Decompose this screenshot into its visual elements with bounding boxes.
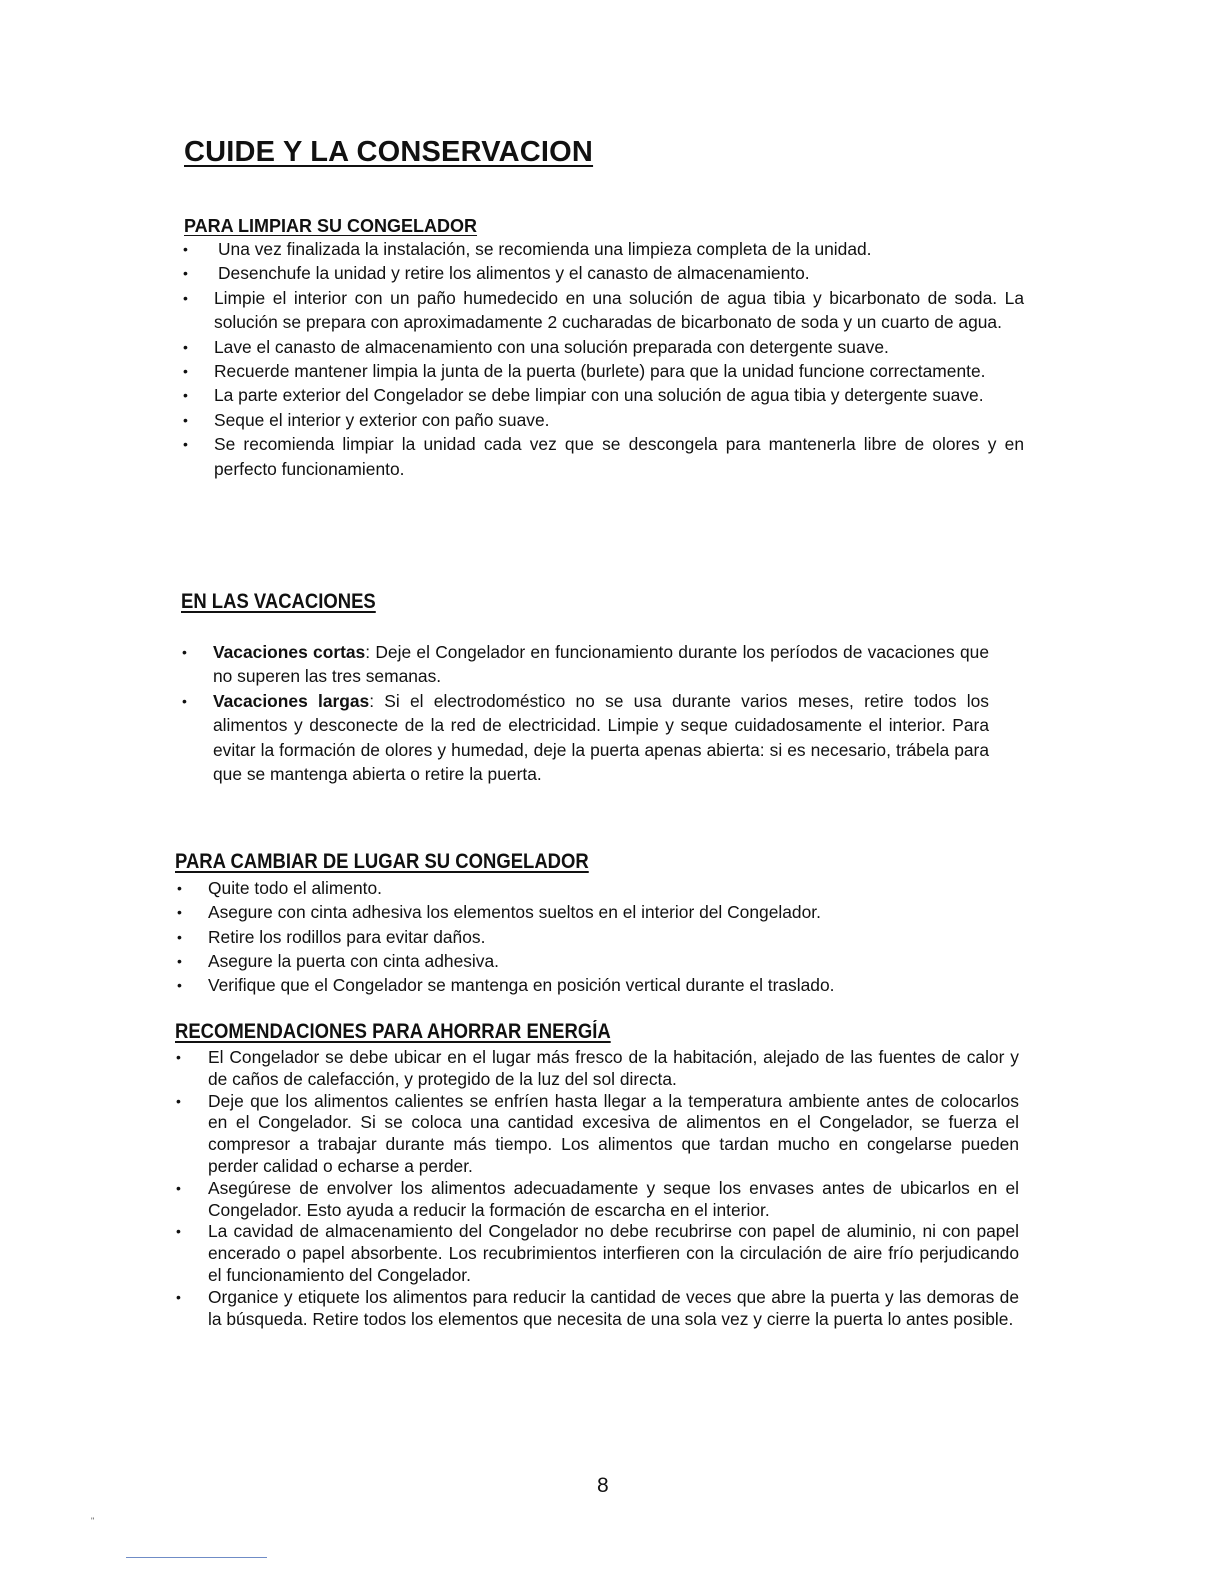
cleaning-list (214, 237, 1024, 481)
list-item: • Asegúrese de envolver los alimentos adecuadamente y seque los envases antes de ubicarlos en el Congelador. Esto ayuda a reducir la formación de escarcha en el interior. (208, 1178, 1019, 1222)
footer-divider (126, 1557, 267, 1558)
list-item: • El Congelador se debe ubicar en el lugar más fresco de la habitación, alejado de las fuentes de calor y de caños de calefacción, y protegido de la luz del sol directa. (208, 1047, 1019, 1091)
list-item (213, 689, 989, 787)
page-title: CUIDE Y LA CONSERVACION (184, 136, 594, 168)
section-heading-energy: RECOMENDACIONES PARA AHORRAR ENERGÍA (175, 1020, 611, 1043)
item-label: Vacaciones cortas (213, 642, 366, 662)
list-item: • Limpie el interior con un paño humedecido en una solución de agua tibia y bicarbonato de soda. La solución se prepara con aproximadamente 2 cucharadas de bicarbonato de soda y un cuarto de agua. (214, 286, 1024, 335)
list-item: • Asegure con cinta adhesiva los elementos sueltos en el interior del Congelador. (208, 900, 908, 924)
vacations-list (213, 640, 989, 786)
list-item: • Se recomienda limpiar la unidad cada vez que se descongela para mantenerla libre de olores y en perfecto funcionamiento. (214, 432, 1024, 481)
list-item: • Recuerde mantener limpia la junta de la puerta (burlete) para que la unidad funcione correctamente. (214, 359, 1024, 383)
energy-list (208, 1047, 1019, 1330)
list-item: • Lave el canasto de almacenamiento con una solución preparada con detergente suave. (214, 335, 1024, 359)
list-item: • La parte exterior del Congelador se debe limpiar con una solución de agua tibia y detergente suave. (214, 383, 1024, 407)
section-heading-moving: PARA CAMBIAR DE LUGAR SU CONGELADOR (175, 850, 589, 873)
list-item: • Verifique que el Congelador se mantenga en posición vertical durante el traslado. (208, 973, 908, 997)
list-item: • Una vez finalizada la instalación, se recomienda una limpieza completa de la unidad. (214, 237, 1024, 261)
list-item: • Seque el interior y exterior con paño suave. (214, 408, 1024, 432)
margin-mark: " (91, 1516, 95, 1526)
list-item (213, 640, 989, 689)
list-item: • Deje que los alimentos calientes se enfríen hasta llegar a la temperatura ambiente antes de colocarlos en el Congelador. Si se coloca una cantidad excesiva de alimentos en el Congelador, se fuerza el compresor a trabajar durante más tiempo. Los alimentos que tardan mucho en congelarse pueden perder calidad o echarse a perder. (208, 1091, 1019, 1178)
moving-list (208, 876, 908, 997)
item-label: Vacaciones largas (213, 690, 370, 711)
list-item: • Retire los rodillos para evitar daños. (208, 925, 908, 949)
item-text: : Si el electrodoméstico no se usa durante varios meses, retire todos los alimentos y desconecte de la red de electricidad. Limpie y seque cuidadosamente el interior. Para evitar la formación de olores y humedad, deje la puerta apenas abierta: si es necesario, trábela para que se mantenga abierta o retire la puerta. (213, 690, 989, 785)
list-item: • Desenchufe la unidad y retire los alimentos y el canasto de almacenamiento. (214, 261, 1024, 285)
list-item: • Organice y etiquete los alimentos para reducir la cantidad de veces que abre la puerta y las demoras de la búsqueda. Retire todos los elementos que necesita de una sola vez y cierre la puerta lo antes posible. (208, 1287, 1019, 1331)
list-item: • Quite todo el alimento. (208, 876, 908, 900)
page-number: 8 (597, 1474, 609, 1497)
list-item: • Asegure la puerta con cinta adhesiva. (208, 949, 908, 973)
section-heading-cleaning: PARA LIMPIAR SU CONGELADOR (184, 216, 478, 236)
section-heading-vacations: EN LAS VACACIONES (181, 590, 376, 613)
list-item: • La cavidad de almacenamiento del Congelador no debe recubrirse con papel de aluminio, ni con papel encerado o papel absorbente. Los recubrimientos interfieren con la circulación de aire frío perjudicando el funcionamiento del Congelador. (208, 1221, 1019, 1286)
item-text: : Deje el Congelador en funcionamiento durante los períodos de vacaciones que no superen las tres semanas. (213, 642, 989, 687)
